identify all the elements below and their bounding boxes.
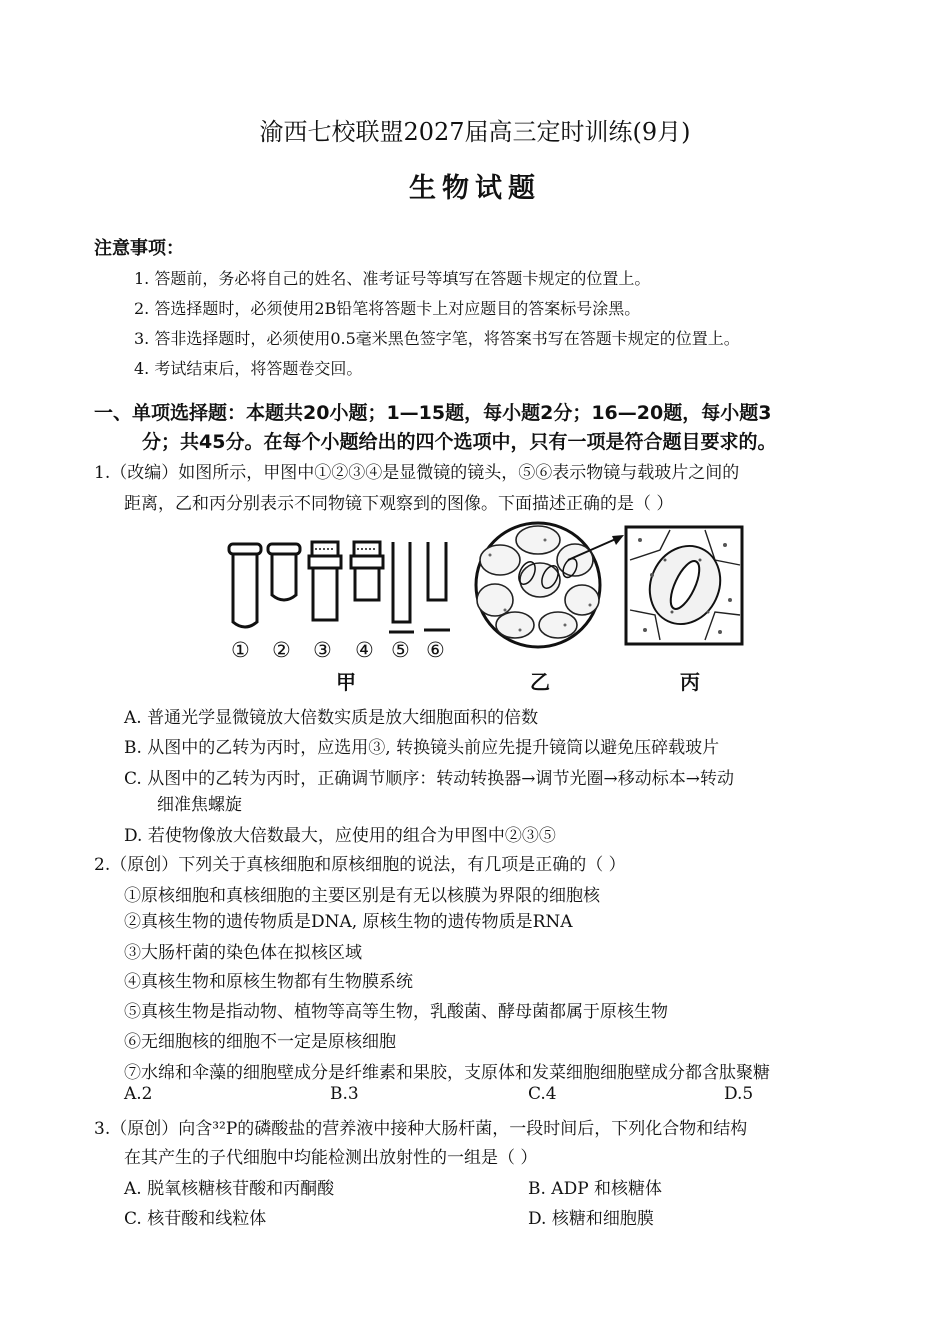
figure-label-jia: 甲: [336, 670, 356, 694]
question-3-stem-cont: 在其产生的子代细胞中均能检测出放射性的一组是（ ）: [124, 1148, 538, 1168]
distance-number-5: ⑤: [391, 638, 410, 662]
section-heading-line1: 一、单项选择题：本题共20小题；1—15题，每小题2分；16—20题，每小题3: [94, 402, 772, 424]
q2-statement: ③大肠杆菌的染色体在拟核区域: [124, 943, 362, 963]
notice-heading: 注意事项：: [94, 238, 184, 259]
notice-item: 4. 考试结束后，将答题卷交回。: [134, 359, 363, 378]
q2-option-a: A.2: [124, 1084, 153, 1104]
question-1-stem-cont: 距离，乙和丙分别表示不同物镜下观察到的图像。下面描述正确的是（ ）: [124, 494, 674, 514]
notice-item: 2. 答选择题时，必须使用2B铅笔将答题卡上对应题目的答案标号涂黑。: [134, 299, 641, 318]
q3-option-c: C. 核苷酸和线粒体: [124, 1209, 267, 1229]
q2-statement: ①原核细胞和真核细胞的主要区别是有无以核膜为界限的细胞核: [124, 886, 600, 906]
question-1-stem: 1.（改编）如图所示，甲图中①②③④是显微镜的镜头，⑤⑥表示物镜与载玻片之间的: [94, 463, 740, 483]
exam-title: 渝西七校联盟2027届高三定时训练(9月): [259, 118, 691, 146]
distance-number-6: ⑥: [426, 638, 445, 662]
question-2-stem: 2.（原创）下列关于真核细胞和原核细胞的说法，有几项是正确的（ ）: [94, 855, 626, 875]
q3-option-a: A. 脱氧核糖核苷酸和丙酮酸: [124, 1179, 335, 1199]
section-heading-line2: 分；共45分。在每个小题给出的四个选项中，只有一项是符合题目要求的。: [142, 431, 777, 453]
objective-lens-4: [351, 542, 383, 600]
figure-label-yi: 乙: [530, 670, 550, 694]
notice-item: 3. 答非选择题时，必须使用0.5毫米黑色签字笔，将答案书写在答题卡规定的位置上。: [134, 329, 740, 348]
q3-option-d: D. 核糖和细胞膜: [528, 1209, 654, 1229]
q1-option-c-cont: 细准焦螺旋: [157, 795, 242, 815]
q1-option-a: A. 普通光学显微镜放大倍数实质是放大细胞面积的倍数: [124, 708, 539, 728]
lens-number-3: ③: [313, 638, 332, 662]
lens-number-2: ②: [272, 638, 291, 662]
q1-option-d: D. 若使物像放大倍数最大，应使用的组合为甲图中②③⑤: [124, 826, 556, 846]
q1-option-b: B. 从图中的乙转为丙时，应选用③, 转换镜头前应先提升镜筒以避免压碎载玻片: [124, 738, 720, 758]
figure-label-bing: 丙: [680, 670, 700, 694]
lens-number-4: ④: [355, 638, 374, 662]
q2-statement: ②真核生物的遗传物质是DNA, 原核生物的遗传物质是RNA: [124, 912, 573, 932]
objective-lens-3: [309, 542, 341, 620]
lens-number-1: ①: [231, 638, 250, 662]
q2-statement: ⑥无细胞核的细胞不一定是原核细胞: [124, 1032, 396, 1052]
q1-option-c: C. 从图中的乙转为丙时，正确调节顺序：转动转换器→调节光圈→移动标本→转动: [124, 769, 734, 789]
distance-5: [389, 542, 414, 632]
distance-6: [424, 542, 450, 630]
q2-option-b: B.3: [330, 1084, 359, 1104]
notice-item: 1. 答题前，务必将自己的姓名、准考证号等填写在答题卡规定的位置上。: [134, 269, 651, 288]
view-bing: [626, 527, 742, 644]
q2-option-c: C.4: [528, 1084, 557, 1104]
q2-statement: ⑤真核生物是指动物、植物等高等生物，乳酸菌、酵母菌都属于原核生物: [124, 1002, 668, 1022]
eyepiece-lens-1: [229, 544, 261, 627]
q2-option-d: D.5: [724, 1084, 754, 1104]
q2-statement: ⑦水绵和伞藻的细胞壁成分是纤维素和果胶，支原体和发菜细胞细胞壁成分都含肽聚糖: [124, 1063, 770, 1083]
q3-option-b: B. ADP 和核糖体: [528, 1179, 663, 1199]
view-yi: [476, 523, 600, 647]
eyepiece-lens-2: [268, 544, 300, 600]
question-3-stem: 3.（原创）向含³²P的磷酸盐的营养液中接种大肠杆菌，一段时间后，下列化合物和结构: [94, 1119, 748, 1139]
exam-subject: 生物试题: [409, 173, 541, 204]
q2-statement: ④真核生物和原核生物都有生物膜系统: [124, 972, 413, 992]
